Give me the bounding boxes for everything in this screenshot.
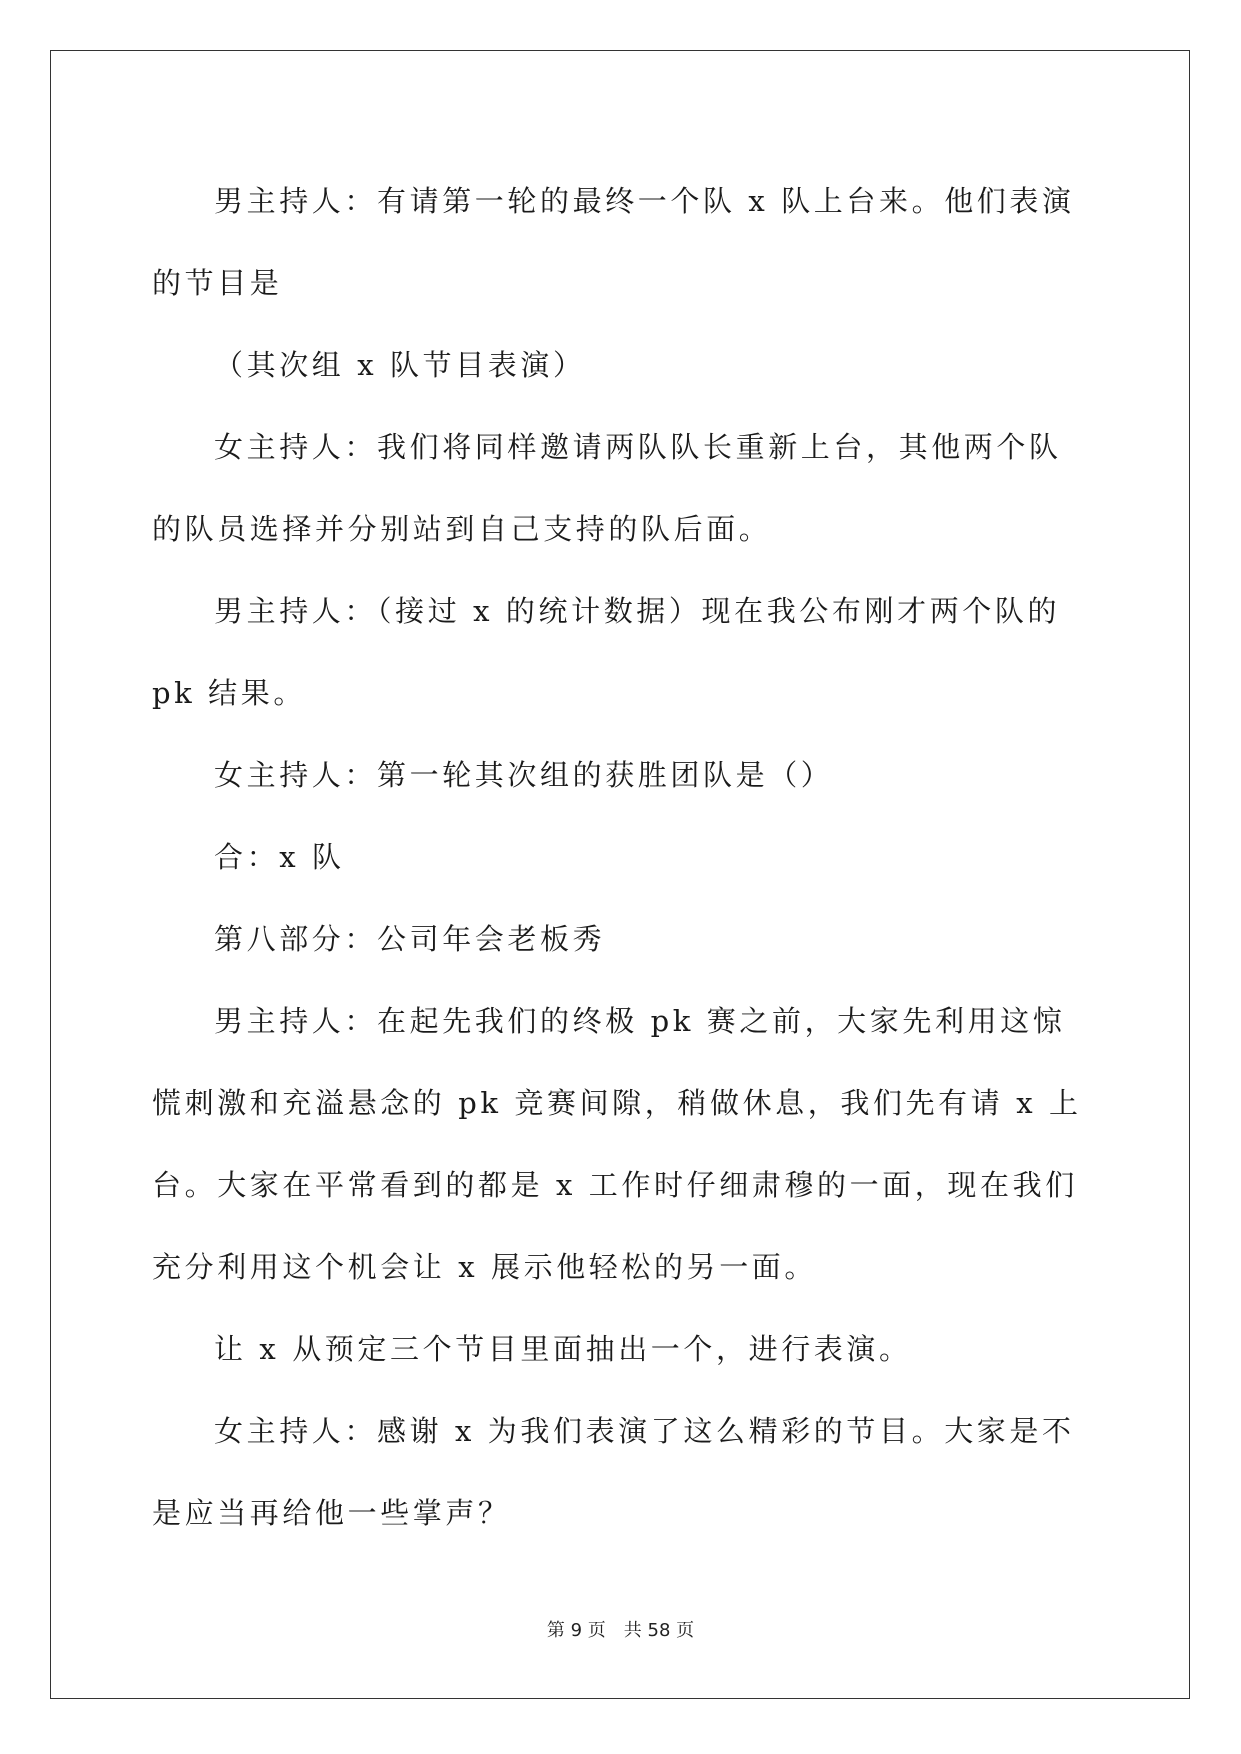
paragraph: 女主持人：第一轮其次组的获胜团队是（） <box>214 758 834 792</box>
paragraph: 合：x 队 <box>214 840 345 874</box>
section-heading: 第八部分：公司年会老板秀 <box>214 922 606 956</box>
paragraph: 男主持人：有请第一轮的最终一个队 x 队上台来。他们表演的节目是 <box>152 184 1075 300</box>
page-number: 第 9 页 共 58 页 <box>546 1620 695 1641</box>
document-body <box>152 160 1092 1554</box>
paragraph: （其次组 x 队节目表演） <box>214 348 586 382</box>
page-footer <box>0 1616 1241 1642</box>
paragraph: 女主持人：感谢 x 为我们表演了这么精彩的节目。大家是不是应当再给他一些掌声？ <box>152 1414 1075 1530</box>
paragraph: 男主持人：（接过 x 的统计数据）现在我公布刚才两个队的 pk 结果。 <box>152 594 1061 710</box>
paragraph: 女主持人：我们将同样邀请两队队长重新上台，其他两个队的队员选择并分别站到自己支持的队后面。 <box>152 430 1062 546</box>
paragraph: 让 x 从预定三个节目里面抽出一个，进行表演。 <box>214 1332 912 1366</box>
paragraph: 男主持人：在起先我们的终极 pk 赛之前，大家先利用这惊慌刺激和充溢悬念的 pk 竞赛间隙，稍做休息，我们先有请 x 上台。大家在平常看到的都是 x 工作时仔细肃穆的一面，现在我们充分利用这个机会让 x 展示他轻松的另一面。 <box>152 1004 1082 1284</box>
